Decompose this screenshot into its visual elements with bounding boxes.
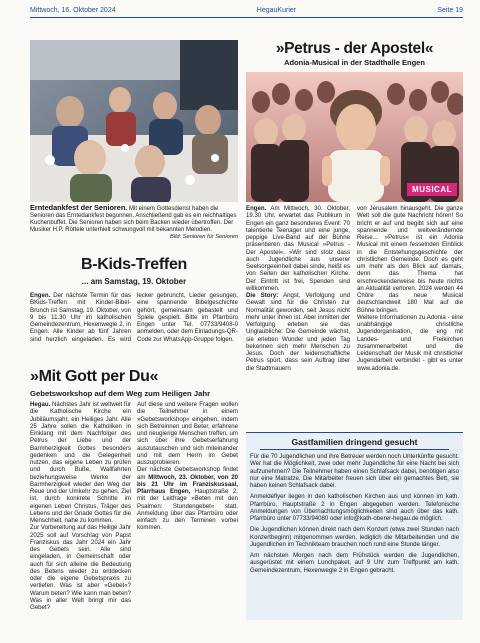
header-page-number: Seite 19	[437, 6, 463, 14]
petrus-story-lead: Die Story:	[246, 292, 279, 299]
musical-photo	[246, 72, 463, 202]
page-header	[30, 5, 463, 15]
host-families-p4: Am nächsten Morgen nach dem Frühstück werden die Jugendlichen, ausgerüstet mit einem Lunchpaket, auf 9 Uhr zum Treffpunkt am kath. Gemeindezentrum, Hexenwegle 2 in Engen gebracht.	[250, 552, 459, 574]
petrus-headline: »Petrus - der Apostel«	[275, 40, 434, 57]
seniors-photo	[30, 40, 238, 202]
header-date: Mittwoch, 16. Oktober 2024	[30, 6, 116, 14]
host-families-p1: Für die 70 Jugendlichen und ihre Betreuer werden noch Unterkünfte gesucht. Wer hat die Möglichkeit, zwei oder mehr Jugendliche für eine Nacht bei sich aufzunehmen? Die Teilnehmer haben einen Schlafsack dabei, benötigen also nur eine Matratze. Die Mitarbeiter freuen sich über ein gemachtes Bett, sie haben keinen Schlafsack dabei.	[250, 453, 459, 489]
caption-lead: Erntedankfest der Senioren.	[30, 203, 128, 212]
mitgott-text-3: Auf diese und weitere Fragen wollen die Teilnehmer in einem »Gebetsworkshop« eingehen, indem sich Betreinnen und Beter, erfahrene und neugierige Menschen treffen, um sich über ihre Gebetserfahrung auszutauschen und sich miteinander und mit dem Herrn im Gebet auszuprobieren.	[137, 401, 238, 466]
bkids-subheadline: ... am Samstag, 19. Oktober	[81, 277, 187, 286]
mitgott-text-4a: Der nächste Gebetsworkshop findet am	[137, 466, 238, 481]
mitgott-column-2	[137, 401, 238, 637]
mitgott-text-1: Nächstes Jahr ist weltweit für die Katholische Kirche ein Jubiläumsjahr, ein Heiliges Jahr. Alle 25 Jahre sollen die Katholiken in Einklang mit dem Nachfolger des Petrus der Liebe und der Barmherzigkeit Gottes besonders gedenken und die Gelegenheit nutzen, das eigene Leben zu prüfen und durch Buße, Wallfahrten beziehungsweise Werke der Barmherzigkeit wieder den Weg der Reue und der Umkehr zu gehen. Ziel ist, durch konkrete Schritte im eigenen Leben Christus, Träger des Lebens und der Gnade Gottes für die Menschheit, nahe zu kommen.	[30, 401, 131, 524]
mitgott-event-details: Mittwoch, 23. Oktober, von 20 bis 21 Uhr im Franziskussaal, Pfarrhaus Engen,	[137, 473, 238, 495]
caption-credit: Bild: Senioren für Senioren	[170, 234, 238, 240]
mitgott-text-2: Zur Vorbereitung auf das Heilige Jahr 2025 soll auf Vorschlag von Papst Franziskus das Jahr 2024 ein Jahr des Gebets sein. Alle sind eingeladen, in Gemeinschaft oder auch für sich alleine die Bedeutung des Betens wieder zu entdecken oder die eigene Gebetspraxis zu vertiefen. Was ist aber »Gebet«? Warum beten? Wie kann man beten? Was in aller Welt bringt mir das Gebet?	[30, 524, 131, 611]
petrus-text-3: von Jerusalem hinausgeht. Die ganze Welt soll die gute Nachricht hören! So bricht er auf und begibt sich auf eine spannende und weltverändernde Reise... »Petrus« ist ein Adonia Musical mit einem fesselnden Einblick in die Entstehungsgeschichte der christlichen Gemeinde. Doch es geht um mehr als den Blick auf damals, denn das Thema hat erschreckenderweise bis heute nichts an Aktualität verloren. 2024 werden 44 Chöre das neue Musical deutschlandweit 180 Mal auf die Bühne bringen.	[357, 205, 463, 314]
petrus-column-2	[357, 205, 463, 427]
petrus-dateline: Engen.	[246, 205, 267, 212]
host-families-box	[246, 432, 463, 620]
bkids-dateline: Engen.	[30, 292, 51, 299]
bkids-article-body	[30, 292, 238, 362]
petrus-column-1	[246, 205, 350, 427]
header-paper-name: HegauKurier	[256, 6, 297, 14]
petrus-text-2: Angst, Verfolgung und Gewalt sind für die Christen zur Normalität geworden, seit Jesus nicht mehr unter ihnen ist. Aber inmitten der Verfolgung erleben sie das Unglaubliche: Die Gemeinde wächst, sie erleben Wunder und jeden Tag bekennen sich mehr Menschen zu Jesus. Doch der leidenschaftliche Petrus spürt, dass sein Auftrag über die Stadtmauern	[246, 292, 350, 372]
petrus-text-1: Am Mittwoch, 30. Oktober, 19.30 Uhr, erwartet das Publikum in Engen ein ganz besonderes Event: 70 talentierte Teenager und eine junge, peppige Live-Band auf der Bühne präsentieren das Musical »Petrus - Der Apostel«. »Wir sind stolz dass auch Jugendliche aus unserer Seelsorgeeinheit dabei sinde, heißt es von Seiten der katholischen Kirche. Der Eintritt ist frei, Spenden sind willkommen.	[246, 205, 350, 292]
host-families-rule	[260, 449, 449, 450]
host-families-p2: Anmeldeflyer liegen in den katholischen Kirchen aus und können im kath. Pfarrbüro, Hauptstraße 2 in Engen abgegeben werden. Telefonische Anmeldungen von Übernachtungsmöglichkeiten sind auch über das kath. Pfarrbüro unter 07733/94080 oder info@kath-oberer-hegau.de möglich.	[250, 493, 459, 522]
seniors-photo-caption	[30, 204, 238, 241]
header-rule	[30, 17, 463, 18]
mitgott-subheadline: Gebetsworkshop auf dem Weg zum Heiligen Jahr	[30, 389, 211, 398]
host-families-p3: Die Jugendlichen können direkt nach dem Konzert (etwa zwei Stunden nach Konzertbeginn) mitgenommen werden, lediglich die Mitarbeitenden und die Jugendlichen im Technikteam brauchen noch rund eine Stunde länger.	[250, 526, 459, 548]
musical-label-badge: MUSICAL	[407, 183, 457, 196]
caption-text: Mit einem Gottesdienst haben die Senioren das Erntedankfest begonnen. Anschließend gab es ein reichhaltiges Kuchenbuffet. Die Senioren haben sich beim Backen wieder übertroffen. Der Musiker H.P. Röttele unterhielt schwungvoll mit bekannten Melodien.	[30, 206, 237, 233]
mitgott-dateline: Hegau.	[30, 401, 51, 408]
bkids-text: Der nächste Termin für das BKids-Treffen mit Kinder-Bibel-Brunch ist Samstag, 19. Oktober, von 9 bis 11.30 Uhr im katholischen Gemeindezentrum, Hexenwegle 2, in Engen. Alle Kinder ab fünf Jahren sind herzlich eingeladen. Es wird lecker gebruncht, Lieder gesungen, eine spannende Bibelgeschichte gehört, gemeinsam gebastelt und Spiele gespielt. Bitte im Pfarrbüro Engen unter Tel. 07733/9408-0 anmelden, oder dem Einladungs-QR-Code zur WhatsApp-Gruppe folgen.	[30, 292, 238, 343]
petrus-text-4: Weitere Informationen zu Adonia - eine unabhängige christliche Jugendorganisation, die eng mit Landes- und Freikirchen zusammenarbeitet und die Leidenschaft der Musik mit christlicher Jugendarbeit verbindet - gibt es unter www.adonia.de.	[357, 313, 463, 372]
petrus-subheadline: Adonia-Musical in der Stadthalle Engen	[284, 58, 425, 67]
mitgott-text-4b: Hauptstraße 2, mit der Leitfrage »Beten mit den Psalmen: Stundengebet« statt. Anmeldung über das Pfarrbüro oder einfach zu den Terminen vorbei kommen.	[137, 488, 238, 532]
mitgott-column-1	[30, 401, 131, 637]
bkids-headline: B-Kids-Treffen	[80, 256, 188, 273]
host-families-body	[250, 453, 459, 578]
mitgott-headline: »Mit Gott per Du«	[30, 368, 159, 385]
host-families-title: Gastfamilien dringend gesucht	[291, 437, 418, 447]
